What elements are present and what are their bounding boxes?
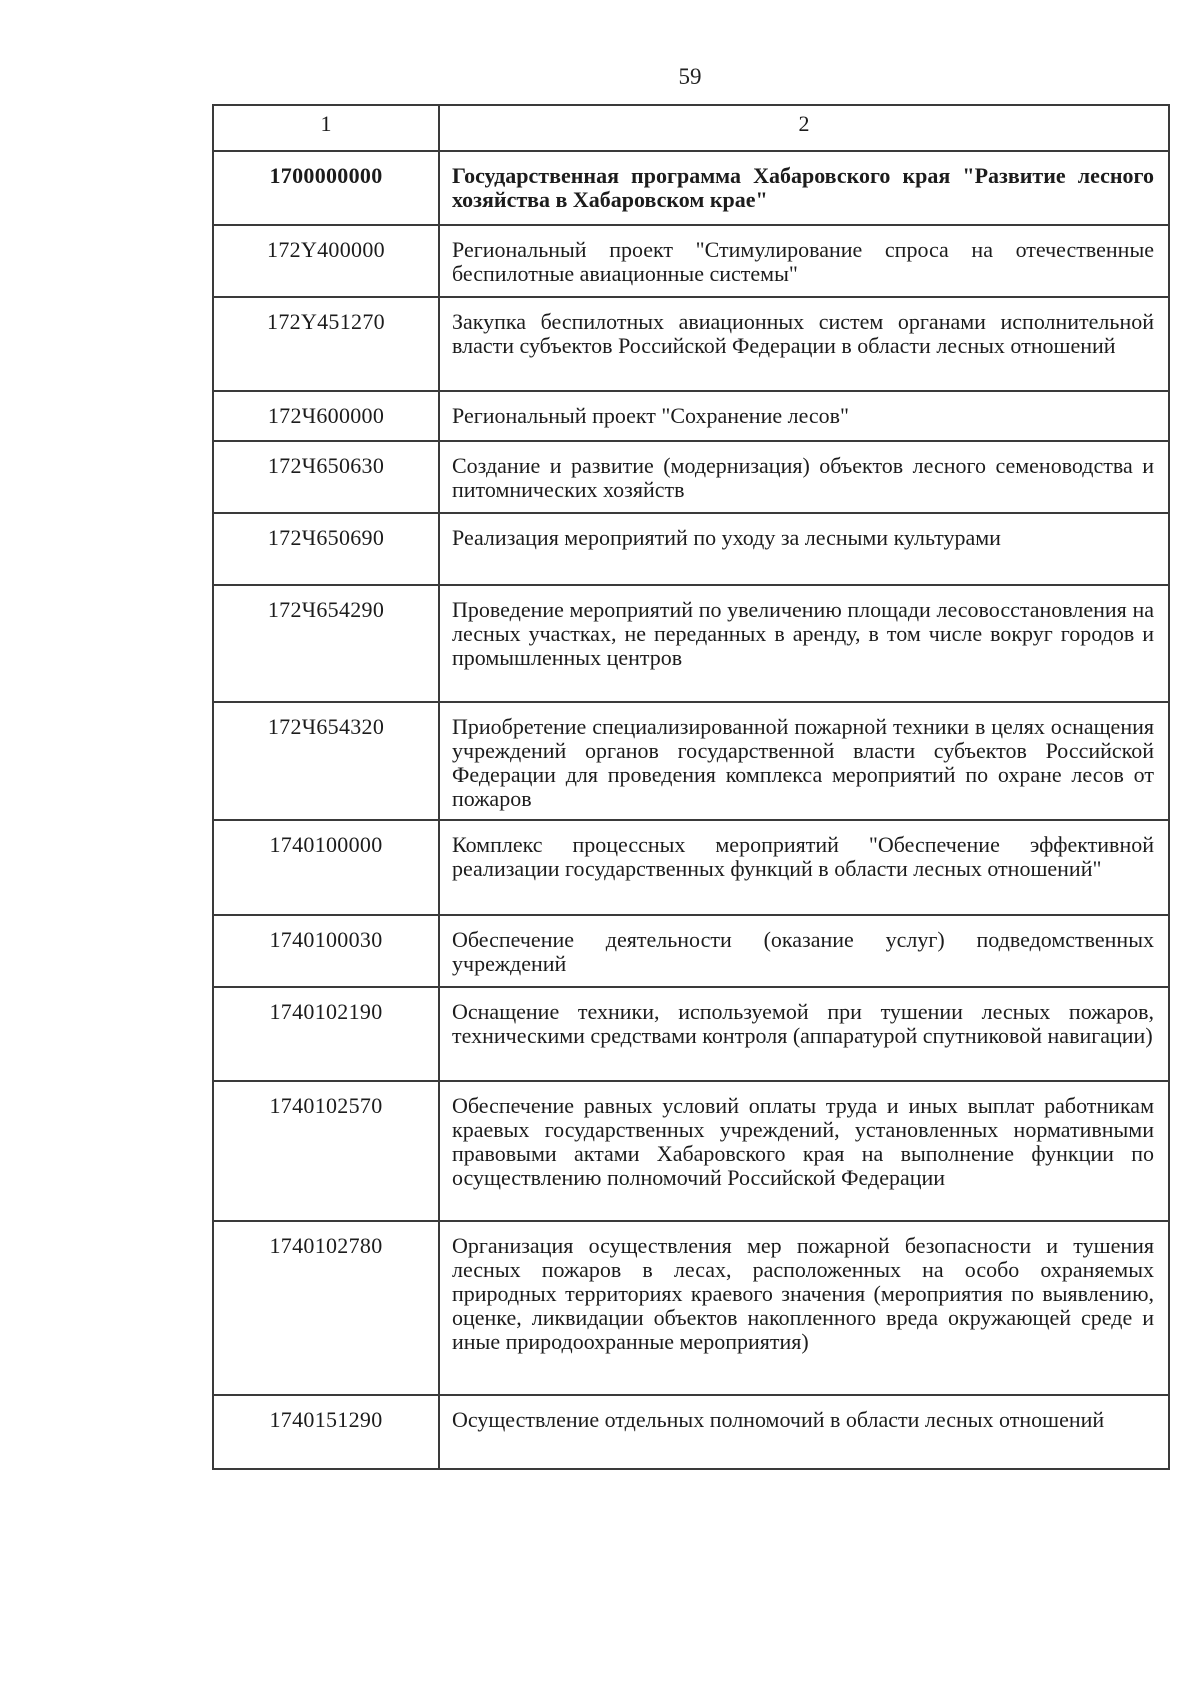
row-description: Региональный проект "Стимулирование спроса на отечественные беспилотные авиационные системы"	[439, 225, 1169, 297]
row-code: 172Ч600000	[213, 391, 439, 441]
row-description: Проведение мероприятий по увеличению площади лесовосстановления на лесных участках, не переданных в аренду, в том числе вокруг городов и промышленных центров	[439, 585, 1169, 702]
row-code: 172Y451270	[213, 297, 439, 391]
table-row	[213, 1081, 1169, 1221]
table-row	[213, 820, 1169, 915]
row-description: Обеспечение равных условий оплаты труда и иных выплат работникам краевых государственных учреждений, установленных нормативными правовыми актами Хабаровского края на выполнение функции по осуществлению полномочий Российской Федерации	[439, 1081, 1169, 1221]
table-row	[213, 987, 1169, 1081]
table-row	[213, 225, 1169, 297]
column-header-1: 1	[213, 105, 439, 151]
table-row	[213, 1221, 1169, 1395]
row-description: Закупка беспилотных авиационных систем органами исполнительной власти субъектов Российской Федерации в области лесных отношений	[439, 297, 1169, 391]
row-description: Обеспечение деятельности (оказание услуг) подведомственных учреждений	[439, 915, 1169, 987]
row-description: Приобретение специализированной пожарной техники в целях оснащения учреждений органов государственной власти субъектов Российской Федерации для проведения комплекса мероприятий по охране лесов от пожаров	[439, 702, 1169, 820]
table-row	[213, 585, 1169, 702]
row-description: Государственная программа Хабаровского края "Развитие лесного хозяйства в Хабаровском крае"	[439, 151, 1169, 225]
row-description: Создание и развитие (модернизация) объектов лесного семеноводства и питомнических хозяйств	[439, 441, 1169, 513]
table-row	[213, 513, 1169, 585]
row-code: 1740102570	[213, 1081, 439, 1221]
budget-code-table	[212, 104, 1168, 1470]
row-code: 172Ч650630	[213, 441, 439, 513]
doc-table	[212, 104, 1170, 1470]
row-code: 1740102780	[213, 1221, 439, 1395]
table-row	[213, 441, 1169, 513]
row-code: 1740100030	[213, 915, 439, 987]
table-row	[213, 915, 1169, 987]
table-row	[213, 391, 1169, 441]
row-description: Оснащение техники, используемой при тушении лесных пожаров, техническими средствами контроля (аппаратурой спутниковой навигации)	[439, 987, 1169, 1081]
row-code: 172Ч654320	[213, 702, 439, 820]
table-row	[213, 1395, 1169, 1469]
table-row	[213, 702, 1169, 820]
row-description: Региональный проект "Сохранение лесов"	[439, 391, 1169, 441]
table-row	[213, 297, 1169, 391]
row-description: Организация осуществления мер пожарной безопасности и тушения лесных пожаров в лесах, расположенных на особо охраняемых природных территориях краевого значения (мероприятия по выявлению, оценке, ликвидации объектов накопленного вреда окружающей среде и иные природоохранные мероприятия)	[439, 1221, 1169, 1395]
row-code: 172Ч650690	[213, 513, 439, 585]
row-code: 1740100000	[213, 820, 439, 915]
table-header-row	[213, 105, 1169, 151]
page-number: 59	[678, 64, 702, 89]
row-description: Осуществление отдельных полномочий в области лесных отношений	[439, 1395, 1169, 1469]
row-description: Комплекс процессных мероприятий "Обеспечение эффективной реализации государственных функций в области лесных отношений"	[439, 820, 1169, 915]
row-code: 172Y400000	[213, 225, 439, 297]
row-code: 1740151290	[213, 1395, 439, 1469]
table-row	[213, 151, 1169, 225]
row-code: 1740102190	[213, 987, 439, 1081]
row-description: Реализация мероприятий по уходу за лесными культурами	[439, 513, 1169, 585]
row-code: 1700000000	[213, 151, 439, 225]
column-header-2: 2	[439, 105, 1169, 151]
row-code: 172Ч654290	[213, 585, 439, 702]
